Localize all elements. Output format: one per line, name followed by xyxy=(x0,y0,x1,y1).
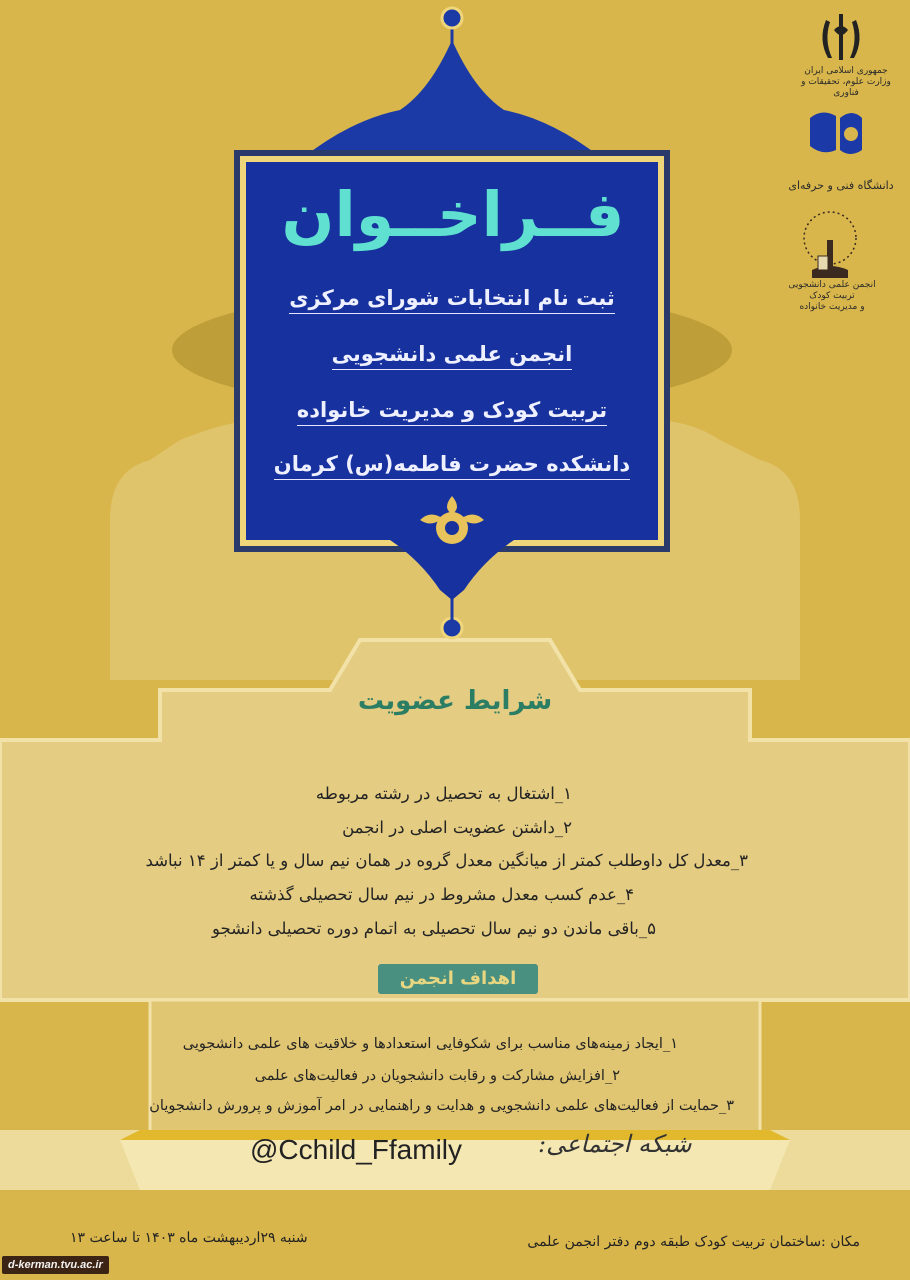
social-label: شبکه اجتماعی: xyxy=(538,1130,692,1158)
header-line-1-text: ثبت نام انتخابات شورای مرکزی xyxy=(289,286,615,314)
goal-item-3: ۳_حمایت از فعالیت‌های علمی دانشجویی و هدایت و راهنمایی در امر آموزش و پرورش دانشجویان xyxy=(149,1098,734,1114)
ministry-caption-line-1: جمهوری اسلامی ایران xyxy=(804,66,888,76)
iran-emblem-icon xyxy=(822,14,859,60)
ministry-logo-caption xyxy=(796,66,896,99)
header-line-3 xyxy=(252,398,652,422)
association-caption-line-3: و مدیریت خانواده xyxy=(799,302,865,312)
header-line-4-text: دانشکده حضرت فاطمه(س) کرمان xyxy=(274,452,630,480)
university-logo-icon xyxy=(810,112,862,154)
header-line-2 xyxy=(252,342,652,366)
header-line-2-text: انجمن علمی دانشجویی xyxy=(332,342,573,370)
association-caption-line-2: تربیت کودک xyxy=(809,291,855,301)
association-tree-logo-icon xyxy=(804,212,856,278)
bottom-finial xyxy=(442,618,462,638)
membership-item-2: ۲_داشتن عضویت اصلی در انجمن xyxy=(342,818,572,837)
membership-item-3: ۳_معدل کل داوطلب کمتر از میانگین معدل گروه در همان نیم سال و یا کمتر از ۱۴ نباشد xyxy=(145,851,748,870)
membership-item-1: ۱_اشتغال به تحصیل در رشته مربوطه xyxy=(315,784,572,803)
ministry-caption-line-2: وزارت علوم، تحقیقات و فناوری xyxy=(801,77,891,98)
social-handle[interactable]: @Cchild_Ffamily xyxy=(250,1134,463,1165)
university-logo-caption: دانشگاه فنی و حرفه‌ای xyxy=(788,179,894,192)
header-line-3-text: تربیت کودک و مدیریت خانواده xyxy=(297,398,607,426)
header-line-1 xyxy=(252,286,652,310)
event-location: مکان :ساختمان تربیت کودک طبقه دوم دفتر انجمن علمی xyxy=(527,1234,860,1250)
goal-item-2: ۲_افزایش مشارکت و رقابت دانشجویان در فعالیت‌های علمی xyxy=(254,1068,620,1084)
association-logo-caption xyxy=(784,280,880,313)
association-caption-line-1: انجمن علمی دانشجویی xyxy=(788,280,876,290)
goal-item-1: ۱_ایجاد زمینه‌های مناسب برای شکوفایی استعدادها و خلاقیت های علمی دانشجویی xyxy=(182,1036,678,1052)
membership-item-5: ۵_باقی ماندن دو نیم سال تحصیلی به اتمام دوره تحصیلی دانشجو xyxy=(211,919,656,938)
goals-heading: اهداف انجمن xyxy=(378,964,538,994)
call-title: فــراخــوان xyxy=(281,178,625,251)
event-datetime: شنبه ۲۹اردیبهشت ماه ۱۴۰۳ تا ساعت ۱۳ xyxy=(70,1230,308,1246)
site-badge[interactable]: d-kerman.tvu.ac.ir xyxy=(2,1256,109,1274)
header-line-4 xyxy=(252,452,652,476)
dome-finial xyxy=(442,8,462,28)
membership-heading: شرایط عضویت xyxy=(357,686,553,716)
membership-item-4: ۴_عدم کسب معدل مشروط در نیم سال تحصیلی گذشته xyxy=(249,885,634,904)
